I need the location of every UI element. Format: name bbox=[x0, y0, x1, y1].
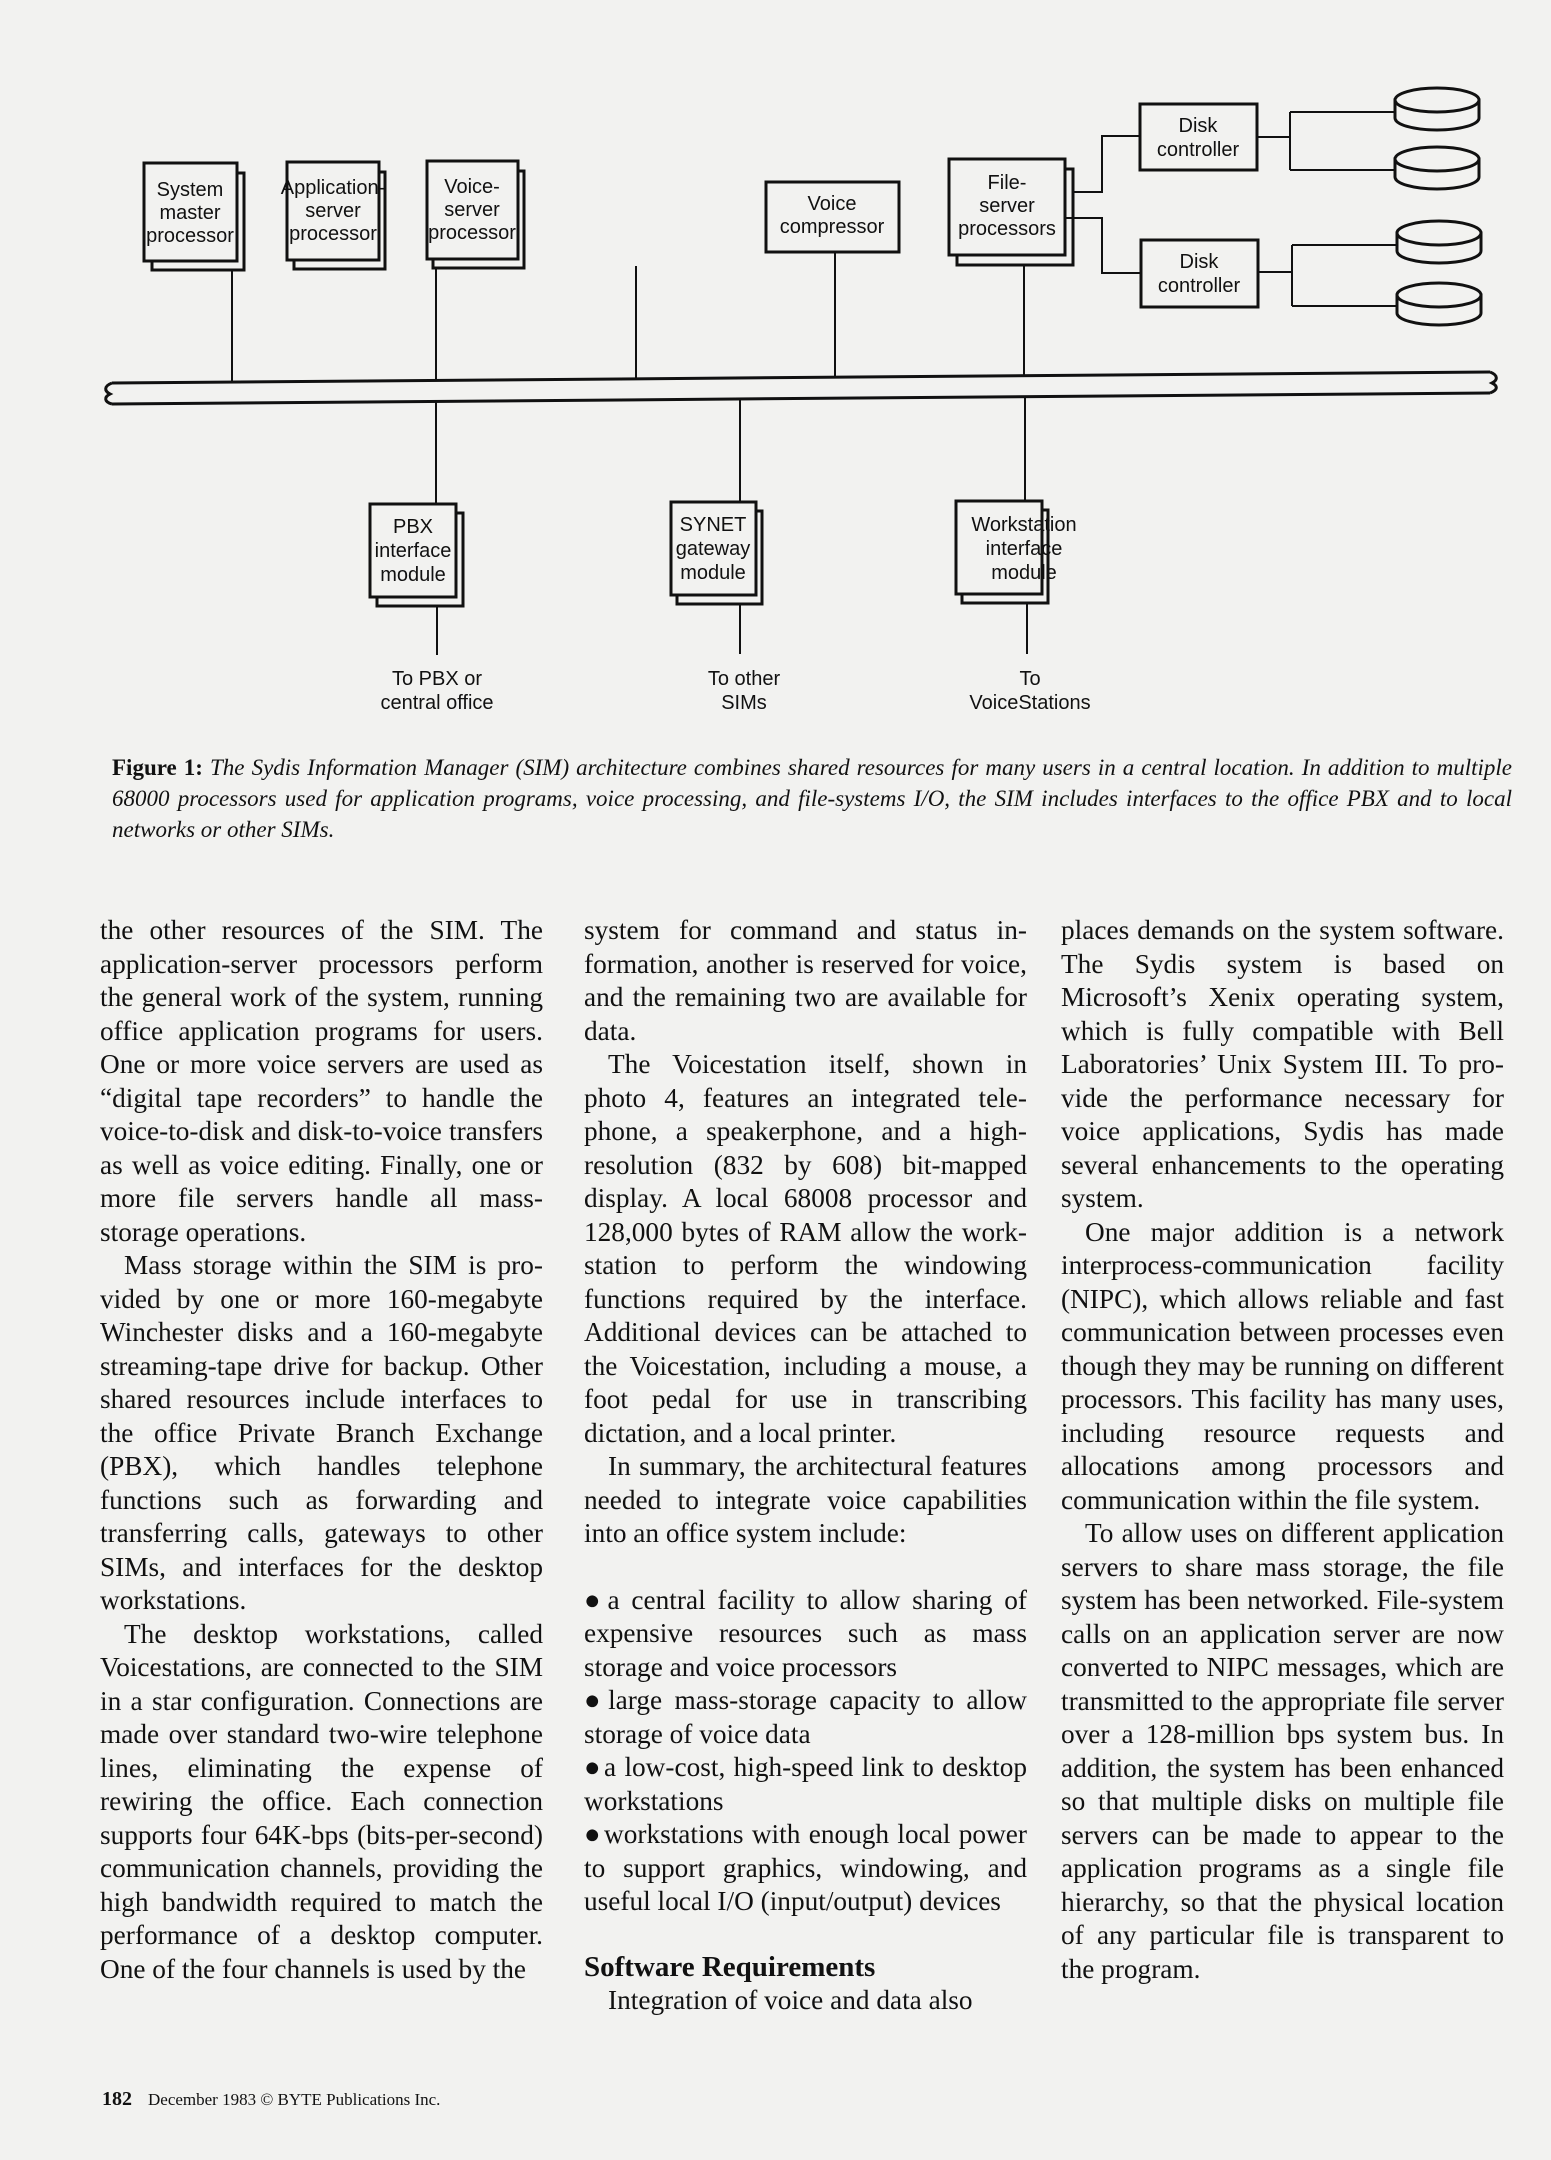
destination-label-voicestations bbox=[969, 668, 1090, 714]
connector-file-server-to-disk-controller-2 bbox=[1065, 218, 1140, 273]
section-heading: Software Requirements bbox=[584, 1950, 876, 1983]
node-label: File- bbox=[987, 172, 1027, 194]
list-item bbox=[584, 1684, 1027, 1751]
node-label: interface bbox=[985, 538, 1063, 560]
destination-text: To other bbox=[707, 668, 781, 690]
paragraph: Integration of voice and data also bbox=[608, 1985, 973, 2015]
node-label: module bbox=[680, 562, 746, 584]
paragraph: places demands on the system software. The Sydis system is based on Microsoft’s Xenix operating system, which is fully compatible with Bell Laboratories’ Unix System III. To provide the performance necessary for voice applications, Sydis has made several enhancements to the operating system. bbox=[1061, 915, 1504, 1213]
node-label: processor bbox=[289, 223, 377, 245]
node-label: processor bbox=[146, 225, 234, 247]
node-label: server bbox=[305, 200, 361, 222]
figure-label: Figure 1: bbox=[112, 755, 203, 780]
destination-label-sims bbox=[708, 668, 781, 714]
destination-text: To bbox=[1019, 668, 1041, 690]
connector-controller-2-disks bbox=[1258, 245, 1397, 306]
disk-icon bbox=[1397, 221, 1481, 263]
list-item-text: a low-cost, high-speed link to desktop workstations bbox=[584, 1752, 1027, 1816]
node-label: Voice bbox=[807, 193, 857, 215]
list-item bbox=[584, 1584, 1027, 1685]
node-label: processors bbox=[958, 218, 1056, 240]
paragraph: In summary, the architectural features needed to integrate voice capabilities into an office system include: bbox=[584, 1451, 1027, 1548]
article-column-1 bbox=[100, 914, 543, 1986]
node-label: interface bbox=[374, 540, 452, 562]
article-column-3 bbox=[1061, 914, 1504, 1986]
paragraph: The desktop workstations, called Voicestations, are connected to the SIM in a star configuration. Connections are made over standard two-wire telephone lines, eliminating the expense of rewiring the office. Each connection supports four 64K-bps (bits-per-second) communication channels, providing the high bandwidth required to match the performance of a desktop computer. One of the four channels is used by the bbox=[100, 1618, 543, 1984]
list-item bbox=[584, 1751, 1027, 1818]
list-item bbox=[584, 1818, 1027, 1919]
destination-label-pbx bbox=[380, 668, 493, 714]
paragraph: One major addition is a network interprocess-communication facility (NIPC), which allows reliable and fast communication between processes even though they may be running on different processors. This facility has many uses, including resource requests and allocations among processors and communication within the file system. bbox=[1061, 1216, 1504, 1515]
destination-text: To PBX or bbox=[391, 668, 483, 690]
node-label: master bbox=[159, 202, 221, 224]
system-bus bbox=[106, 372, 1497, 404]
bullet-icon: ● bbox=[584, 1685, 607, 1715]
disk-icon bbox=[1397, 283, 1481, 325]
node-file-server bbox=[949, 159, 1073, 265]
node-voice-compressor bbox=[766, 182, 899, 252]
connector-controller-1-disks bbox=[1257, 112, 1395, 170]
destination-text: central office bbox=[380, 692, 494, 714]
paragraph: Mass storage within the SIM is provided by one or more 160-megabyte Winchester disks and a 160-megabyte streaming-tape drive for backup. Other shared resources include interfaces to the office Private Branch Exchange (PBX), which handles telephone functions such as forwarding and transferring calls, gateways to other SIMs, and interfaces for the desktop workstations. bbox=[100, 1250, 543, 1615]
figure-caption bbox=[112, 752, 1512, 845]
node-voice-server bbox=[427, 161, 524, 268]
page-number: 182 bbox=[102, 2088, 132, 2110]
disk-icon bbox=[1395, 88, 1479, 130]
node-workstation-interface bbox=[956, 501, 1077, 603]
node-label: server bbox=[979, 195, 1035, 217]
node-label: Disk bbox=[1178, 115, 1218, 137]
node-label: gateway bbox=[675, 538, 751, 560]
disk-icon bbox=[1395, 147, 1479, 189]
node-label: module bbox=[991, 562, 1057, 584]
disk-controller-1 bbox=[1140, 104, 1257, 170]
node-synet-gateway bbox=[671, 502, 762, 604]
node-label: controller bbox=[1156, 139, 1240, 161]
node-label: SYNET bbox=[679, 514, 747, 536]
node-pbx-interface bbox=[370, 504, 463, 606]
node-label: controller bbox=[1157, 275, 1241, 297]
node-label: Voice- bbox=[444, 176, 500, 198]
publication-info: December 1983 © BYTE Publications Inc. bbox=[148, 2090, 441, 2109]
article-column-2 bbox=[584, 914, 1027, 2018]
node-label: module bbox=[380, 564, 446, 586]
node-label: processor bbox=[428, 222, 516, 244]
node-label: System bbox=[156, 179, 224, 201]
figure-caption-text: The Sydis Information Manager (SIM) architecture combines shared resources for many users in a central location. In addition to multiple 68000 processors used for application programs, voice processing, and file-systems I/O, the SIM includes interfaces to the office PBX and to local networks or other SIMs. bbox=[112, 755, 1512, 842]
bullet-icon: ● bbox=[584, 1819, 602, 1849]
bullet-icon: ● bbox=[584, 1584, 606, 1615]
paragraph: system for command and status information, another is reserved for voice, and the remaining two are available for data. bbox=[584, 915, 1027, 1046]
destination-text: SIMs bbox=[721, 692, 767, 714]
list-item-text: a central facility to allow sharing of expensive resources such as mass storage and voice processors bbox=[584, 1584, 1027, 1682]
bullet-icon: ● bbox=[584, 1752, 602, 1782]
node-application-server bbox=[281, 162, 386, 269]
destination-text: VoiceStations bbox=[969, 692, 1091, 714]
paragraph: The Voicestation itself, shown in photo 4, features an integrated telephone, a speakerphone, and a high-resolution (832 by 608) bit-mapped display. A local 68008 processor and 128,000 bytes of RAM allow the workstation to perform the windowing functions required by the interface. Additional devices can be attached to the Voicestation, including a mouse, a foot pedal for use in transcribing dictation, and a local printer. bbox=[584, 1049, 1027, 1448]
connector-file-server-to-disk-controller-1 bbox=[1073, 136, 1140, 192]
paragraph: the other resources of the SIM. The application-server processors perform the general work of the system, running office application programs for users. One or more voice servers are used as “digital tape recorders” to handle the voice-to-disk and disk-to-voice transfers as well as voice editing. Finally, one or more file servers handle all mass-storage operations. bbox=[100, 915, 543, 1247]
list-item-text: large mass-storage capacity to allow storage of voice data bbox=[584, 1685, 1027, 1749]
disk-controller-2 bbox=[1141, 240, 1258, 307]
list-item-text: workstations with enough local power to support graphics, windowing, and useful local I/O (input/output) devices bbox=[584, 1819, 1027, 1916]
paragraph: To allow uses on different application servers to share mass storage, the file system has been networked. File-system calls on an application server are now converted to NIPC messages, which are transmitted to the appropriate file server over a 128-million bps system bus. In addition, the system has been enhanced so that multiple disks on multiple file servers can be made to appear to the application programs as a single file hierarchy, so that the physical location of any particular file is transparent to the program. bbox=[1061, 1518, 1504, 1984]
node-label: server bbox=[444, 199, 500, 221]
node-label: Application- bbox=[280, 177, 386, 199]
sim-architecture-diagram bbox=[0, 0, 1551, 740]
node-label: Disk bbox=[1179, 251, 1219, 273]
node-system-master bbox=[144, 163, 244, 270]
feature-list bbox=[584, 1584, 1027, 1919]
node-label: Workstation bbox=[971, 514, 1077, 536]
page-footer bbox=[102, 2088, 440, 2111]
node-label: PBX bbox=[392, 516, 434, 538]
node-label: compressor bbox=[779, 216, 885, 238]
